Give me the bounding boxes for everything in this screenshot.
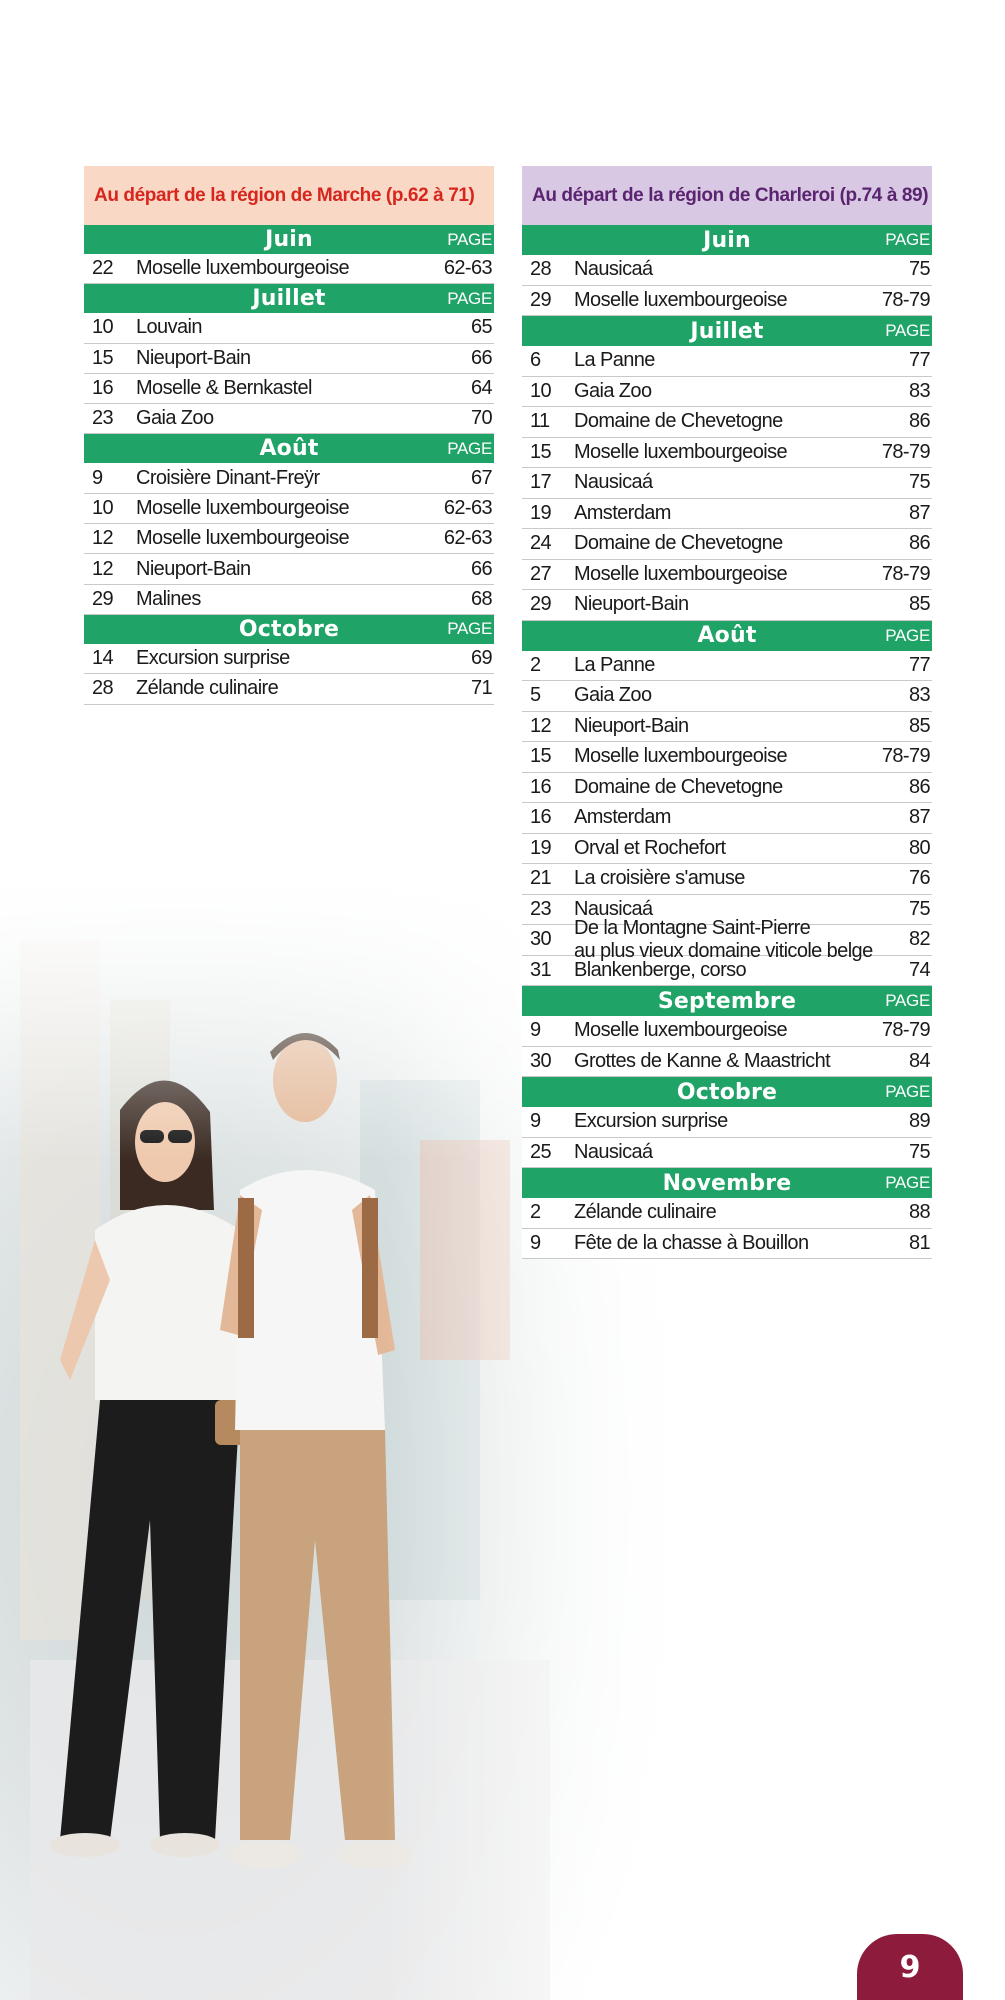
row-title (574, 745, 882, 768)
row-day: 9 (530, 1110, 541, 1133)
row-page: 81 (908, 1231, 930, 1254)
row-title (574, 1110, 909, 1133)
row-day: 23 (530, 897, 552, 920)
row-title (136, 527, 444, 550)
row-page: 83 (908, 684, 930, 707)
page-column-label: PAGE (885, 991, 930, 1010)
schedule-row (522, 956, 932, 987)
month-header (84, 615, 494, 644)
schedule-row (522, 346, 932, 377)
row-day: 15 (92, 346, 114, 369)
row-title (136, 647, 471, 670)
row-page: 85 (908, 714, 930, 737)
row-day: 28 (530, 258, 552, 281)
row-title-line: Orval et Rochefort (574, 836, 726, 859)
row-title (574, 471, 909, 494)
row-title (136, 407, 471, 430)
row-page: 78-79 (881, 562, 930, 585)
month-name: Octobre (676, 1079, 778, 1105)
page-column-label: PAGE (885, 625, 930, 645)
row-day: 27 (530, 562, 552, 585)
row-title (574, 289, 882, 312)
charleroi-schedule (522, 166, 932, 1259)
row-page: 71 (470, 677, 492, 700)
row-page: 75 (908, 258, 930, 281)
row-title-line: De la Montagne Saint-Pierre (574, 916, 811, 939)
row-title (136, 467, 471, 490)
row-day: 29 (92, 587, 114, 610)
row-title-line: Nieuport-Bain (136, 346, 251, 369)
row-title (136, 497, 444, 520)
schedule-row (84, 404, 494, 434)
row-page: 66 (470, 346, 492, 369)
schedule-row (84, 494, 494, 524)
schedule-row (522, 803, 932, 834)
row-title (574, 1050, 909, 1073)
row-title-line: Nieuport-Bain (136, 557, 251, 580)
schedule-row (522, 438, 932, 469)
row-title (574, 917, 909, 963)
row-title (136, 677, 471, 700)
row-title (574, 441, 882, 464)
schedule-row (84, 554, 494, 584)
row-title-line: Zélande culinaire (574, 1201, 717, 1224)
row-title-line: Moselle luxembourgeoise (574, 288, 787, 311)
page-column-label: PAGE (447, 288, 492, 308)
row-day: 22 (92, 257, 114, 280)
row-title-line: Nausicaá (574, 1140, 653, 1163)
row-day: 16 (92, 377, 114, 400)
row-title (574, 532, 909, 555)
row-page: 64 (470, 377, 492, 400)
row-day: 25 (530, 1140, 552, 1163)
row-title-line: Excursion surprise (574, 1110, 728, 1133)
row-page: 74 (908, 958, 930, 981)
row-page: 86 (908, 775, 930, 798)
row-title-line: Moselle luxembourgeoise (136, 496, 349, 519)
month-header (522, 986, 932, 1016)
row-title (574, 258, 909, 281)
schedule-row (522, 681, 932, 712)
row-title-line: Nieuport-Bain (574, 714, 689, 737)
schedule-row (522, 468, 932, 499)
row-title (574, 654, 909, 677)
schedule-row (84, 644, 494, 674)
row-title (574, 1201, 909, 1224)
row-title (136, 347, 471, 370)
row-day: 14 (92, 647, 114, 670)
row-page: 89 (908, 1110, 930, 1133)
schedule-row (84, 463, 494, 493)
row-day: 29 (530, 593, 552, 616)
row-title-line: Domaine de Chevetogne (574, 775, 783, 798)
row-title (574, 1141, 909, 1164)
row-title-line: au plus vieux domaine viticole belge (574, 939, 873, 962)
row-day: 30 (530, 1049, 552, 1072)
row-day: 10 (530, 379, 552, 402)
page-number-tab (857, 1934, 963, 2000)
row-page: 65 (470, 316, 492, 339)
row-title (574, 563, 882, 586)
row-title-line: Moselle luxembourgeoise (136, 527, 349, 550)
row-title (136, 316, 471, 339)
schedule-row (522, 1047, 932, 1078)
row-title-line: Louvain (136, 316, 202, 339)
row-page: 70 (470, 407, 492, 430)
row-title (574, 349, 909, 372)
row-day: 5 (530, 684, 541, 707)
month-name: Octobre (238, 616, 340, 642)
month-header (522, 621, 932, 651)
row-title-line: Moselle & Bernkastel (136, 377, 312, 400)
row-title (574, 1019, 882, 1042)
schedule-row (522, 499, 932, 530)
page-column-label: PAGE (885, 1173, 930, 1192)
row-day: 9 (530, 1231, 541, 1254)
row-page: 87 (908, 806, 930, 829)
page-column-label: PAGE (447, 619, 492, 639)
page-number: 9 (899, 1949, 921, 1985)
row-page: 87 (908, 501, 930, 524)
month-name: Juin (265, 227, 313, 252)
row-day: 19 (530, 836, 552, 859)
schedule-row (522, 651, 932, 682)
schedule-row (84, 585, 494, 615)
row-title-line: La Panne (574, 653, 655, 676)
row-day: 12 (530, 714, 552, 737)
row-title (574, 959, 909, 982)
row-title-line: Nausicaá (574, 897, 653, 920)
row-title-line: Moselle luxembourgeoise (574, 745, 787, 768)
schedule-row (522, 529, 932, 560)
month-header (84, 225, 494, 254)
row-day: 24 (530, 532, 552, 555)
row-title (574, 410, 909, 433)
row-day: 2 (530, 1201, 541, 1224)
month-name: Juin (703, 227, 751, 253)
page-column-label: PAGE (885, 230, 930, 249)
schedule-body (84, 225, 494, 705)
row-page: 78-79 (881, 1019, 930, 1042)
row-page: 68 (470, 587, 492, 610)
row-title (574, 1232, 909, 1255)
row-day: 9 (92, 466, 103, 489)
row-page: 62-63 (443, 496, 492, 519)
row-title (574, 867, 909, 890)
schedule-row (522, 1016, 932, 1047)
month-name: Novembre (662, 1170, 792, 1196)
row-title-line: Malines (136, 587, 201, 610)
row-title (574, 684, 909, 707)
schedule-row (522, 255, 932, 286)
schedule-row (522, 407, 932, 438)
row-page: 77 (908, 653, 930, 676)
month-name: Juillet (690, 318, 764, 344)
row-day: 15 (530, 745, 552, 768)
row-day: 30 (530, 928, 552, 951)
row-title (574, 593, 909, 616)
row-page: 82 (908, 928, 930, 951)
month-header (84, 434, 494, 463)
row-title-line: Amsterdam (574, 806, 671, 829)
row-page: 84 (908, 1049, 930, 1072)
row-day: 23 (92, 407, 114, 430)
row-page: 85 (908, 593, 930, 616)
row-page: 75 (908, 471, 930, 494)
row-title (136, 558, 471, 581)
row-day: 31 (530, 958, 552, 981)
schedule-row (84, 374, 494, 404)
row-title-line: Moselle luxembourgeoise (574, 1019, 787, 1042)
row-title-line: Moselle luxembourgeoise (574, 562, 787, 585)
row-page: 78-79 (881, 440, 930, 463)
month-name: Septembre (657, 988, 797, 1014)
row-title-line: Grottes de Kanne & Maastricht (574, 1049, 831, 1072)
month-name: Août (697, 623, 757, 648)
row-page: 86 (908, 532, 930, 555)
schedule-row (522, 773, 932, 804)
row-title-line: Moselle luxembourgeoise (574, 440, 787, 463)
row-title-line: Blankenberge, corso (574, 958, 747, 981)
month-header (522, 225, 932, 255)
row-day: 17 (530, 471, 552, 494)
row-title-line: Gaia Zoo (574, 684, 652, 707)
row-page: 69 (470, 647, 492, 670)
month-header (522, 316, 932, 346)
month-name: Août (259, 436, 319, 462)
row-page: 75 (908, 897, 930, 920)
region-header-marche: Au départ de la région de Marche (p.62 à 71) (84, 166, 494, 225)
schedule-row (522, 916, 932, 962)
row-day: 21 (530, 867, 552, 890)
row-title (574, 806, 909, 829)
row-title-line: Fête de la chasse à Bouillon (574, 1231, 809, 1254)
schedule-row (522, 1107, 932, 1138)
row-title-line: Amsterdam (574, 501, 671, 524)
row-day: 9 (530, 1019, 541, 1042)
schedule-row (522, 286, 932, 317)
row-title-line: Croisière Dinant-Freÿr (136, 466, 320, 489)
row-title (136, 377, 471, 400)
row-day: 12 (92, 527, 114, 550)
row-page: 62-63 (443, 527, 492, 550)
row-title-line: Gaia Zoo (574, 379, 652, 402)
schedule-row (522, 712, 932, 743)
schedule-row (522, 1138, 932, 1169)
row-title (574, 776, 909, 799)
schedule-row (522, 560, 932, 591)
schedule-row (84, 344, 494, 374)
month-header (84, 284, 494, 313)
schedule-row (84, 524, 494, 554)
row-title (136, 588, 471, 611)
row-title-line: Domaine de Chevetogne (574, 410, 783, 433)
schedule-row (522, 590, 932, 621)
row-title (574, 837, 909, 860)
schedule-row (522, 1198, 932, 1229)
schedule-row (84, 254, 494, 284)
row-page: 80 (908, 836, 930, 859)
row-page: 77 (908, 349, 930, 372)
row-title (574, 715, 909, 738)
row-page: 83 (908, 379, 930, 402)
schedule-row (522, 377, 932, 408)
month-name: Juillet (252, 286, 326, 312)
row-page: 66 (470, 557, 492, 580)
row-day: 19 (530, 501, 552, 524)
row-day: 6 (530, 349, 541, 372)
page-column-label: PAGE (447, 438, 492, 458)
page-column-label: PAGE (447, 229, 492, 249)
row-title (574, 380, 909, 403)
row-title (136, 257, 444, 280)
row-title-line: Excursion surprise (136, 647, 290, 670)
row-title-line: La croisière s'amuse (574, 867, 745, 890)
row-day: 16 (530, 806, 552, 829)
row-page: 88 (908, 1201, 930, 1224)
row-title-line: Zélande culinaire (136, 677, 279, 700)
schedule-row (522, 1229, 932, 1260)
row-day: 16 (530, 775, 552, 798)
row-day: 10 (92, 496, 114, 519)
row-page: 78-79 (881, 745, 930, 768)
row-page: 62-63 (443, 257, 492, 280)
row-title-line: Domaine de Chevetogne (574, 532, 783, 555)
row-title (574, 502, 909, 525)
row-day: 2 (530, 653, 541, 676)
region-header-charleroi: Au départ de la région de Charleroi (p.74 à 89) (522, 166, 932, 225)
schedule-row (522, 864, 932, 895)
page-column-label: PAGE (885, 1082, 930, 1101)
month-header (522, 1077, 932, 1107)
row-day: 15 (530, 440, 552, 463)
row-day: 12 (92, 557, 114, 580)
page-column-label: PAGE (885, 321, 930, 340)
schedule-row (522, 834, 932, 865)
row-day: 28 (92, 677, 114, 700)
schedule-row (84, 313, 494, 343)
row-day: 29 (530, 288, 552, 311)
row-page: 76 (908, 867, 930, 890)
row-title-line: Gaia Zoo (136, 407, 214, 430)
row-day: 10 (92, 316, 114, 339)
row-title-line: Moselle luxembourgeoise (136, 257, 349, 280)
schedule-row (84, 674, 494, 704)
row-title-line: Nausicaá (574, 258, 653, 281)
row-title-line: La Panne (574, 349, 655, 372)
month-header (522, 1168, 932, 1198)
row-page: 86 (908, 410, 930, 433)
schedule-body (522, 225, 932, 1259)
row-title-line: Nausicaá (574, 471, 653, 494)
row-title-line: Nieuport-Bain (574, 593, 689, 616)
row-page: 67 (470, 466, 492, 489)
schedule-row (522, 742, 932, 773)
row-page: 78-79 (881, 288, 930, 311)
marche-schedule (84, 166, 494, 705)
row-day: 11 (530, 410, 550, 433)
row-page: 75 (908, 1140, 930, 1163)
